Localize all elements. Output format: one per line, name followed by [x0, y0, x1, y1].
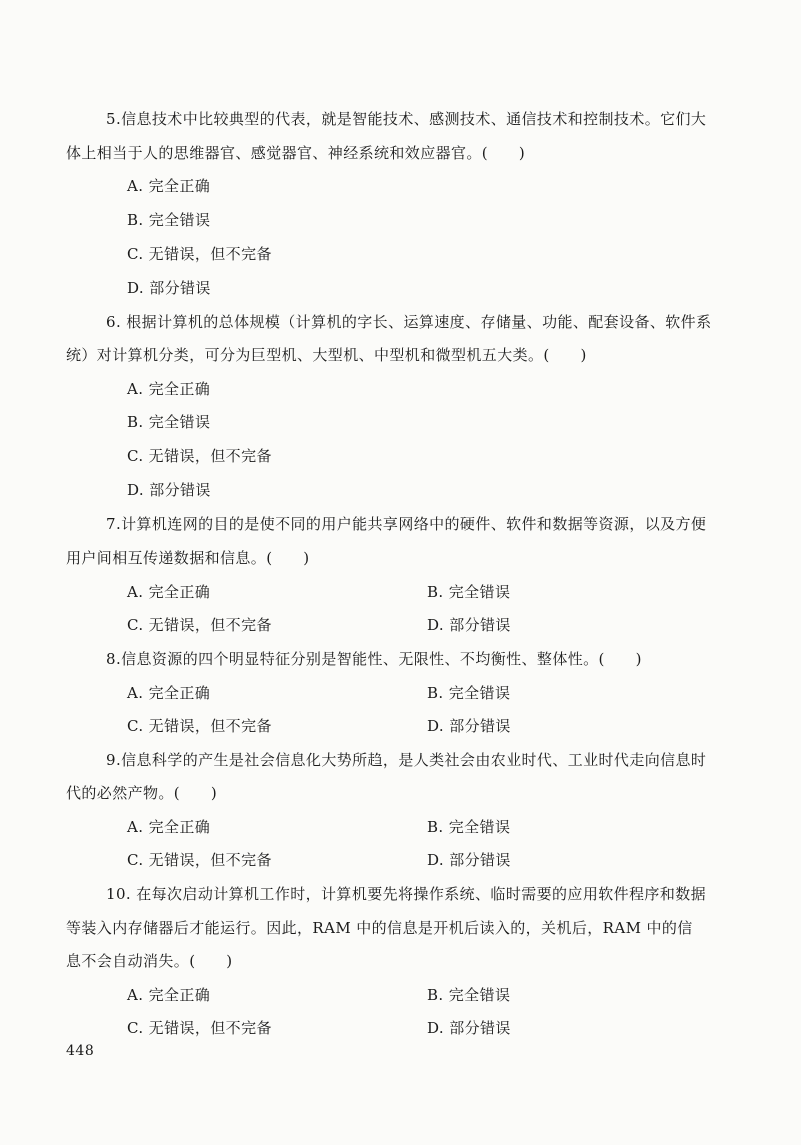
option-b: B. 完全错误 — [127, 211, 211, 229]
question-text-line: 7.计算机连网的目的是使不同的用户能共享网络中的硬件、软件和数据等资源，以及方便 — [106, 515, 707, 533]
option-d: D. 部分错误 — [427, 616, 511, 634]
question-text-line: 体上相当于人的思维器官、感觉器官、神经系统和效应器官。( ) — [66, 144, 526, 162]
option-c: C. 无错误，但不完备 — [127, 616, 272, 634]
option-a: A. 完全正确 — [127, 986, 211, 1004]
option-b: B. 完全错误 — [427, 818, 511, 836]
option-b: B. 完全错误 — [427, 684, 511, 702]
question-text-line: 统）对计算机分类，可分为巨型机、大型机、中型机和微型机五大类。( ) — [66, 346, 587, 364]
question-text-line: 9.信息科学的产生是社会信息化大势所趋，是人类社会由农业时代、工业时代走向信息时 — [106, 751, 707, 769]
page-number: 448 — [66, 1043, 95, 1059]
option-d: D. 部分错误 — [427, 851, 511, 869]
option-d: D. 部分错误 — [427, 717, 511, 735]
question-text-line: 5.信息技术中比较典型的代表，就是智能技术、感测技术、通信技术和控制技术。它们大 — [106, 110, 707, 128]
option-b: B. 完全错误 — [427, 986, 511, 1004]
question-text-line: 用户间相互传递数据和信息。( ) — [66, 549, 310, 567]
option-d: D. 部分错误 — [127, 279, 211, 297]
question-text-line: 10. 在每次启动计算机工作时，计算机要先将操作系统、临时需要的应用软件程序和数据 — [106, 885, 707, 903]
option-a: A. 完全正确 — [127, 583, 211, 601]
option-c: C. 无错误，但不完备 — [127, 851, 272, 869]
question-text-line: 代的必然产物。( ) — [66, 784, 218, 802]
option-b: B. 完全错误 — [127, 413, 211, 431]
question-text-line: 等装入内存储器后才能运行。因此，RAM 中的信息是开机后读入的，关机后，RAM 中的信 — [66, 919, 693, 937]
option-c: C. 无错误，但不完备 — [127, 1019, 272, 1037]
option-a: A. 完全正确 — [127, 684, 211, 702]
option-a: A. 完全正确 — [127, 818, 211, 836]
option-b: B. 完全错误 — [427, 583, 511, 601]
option-a: A. 完全正确 — [127, 380, 211, 398]
option-a: A. 完全正确 — [127, 177, 211, 195]
question-text-line: 息不会自动消失。( ) — [66, 952, 233, 970]
question-text-line: 8.信息资源的四个明显特征分别是智能性、无限性、不均衡性、整体性。( ) — [106, 650, 642, 668]
option-c: C. 无错误，但不完备 — [127, 447, 272, 465]
option-c: C. 无错误，但不完备 — [127, 245, 272, 263]
option-d: D. 部分错误 — [427, 1019, 511, 1037]
question-text-line: 6. 根据计算机的总体规模（计算机的字长、运算速度、存储量、功能、配套设备、软件系 — [106, 313, 712, 331]
option-d: D. 部分错误 — [127, 481, 211, 499]
option-c: C. 无错误，但不完备 — [127, 717, 272, 735]
